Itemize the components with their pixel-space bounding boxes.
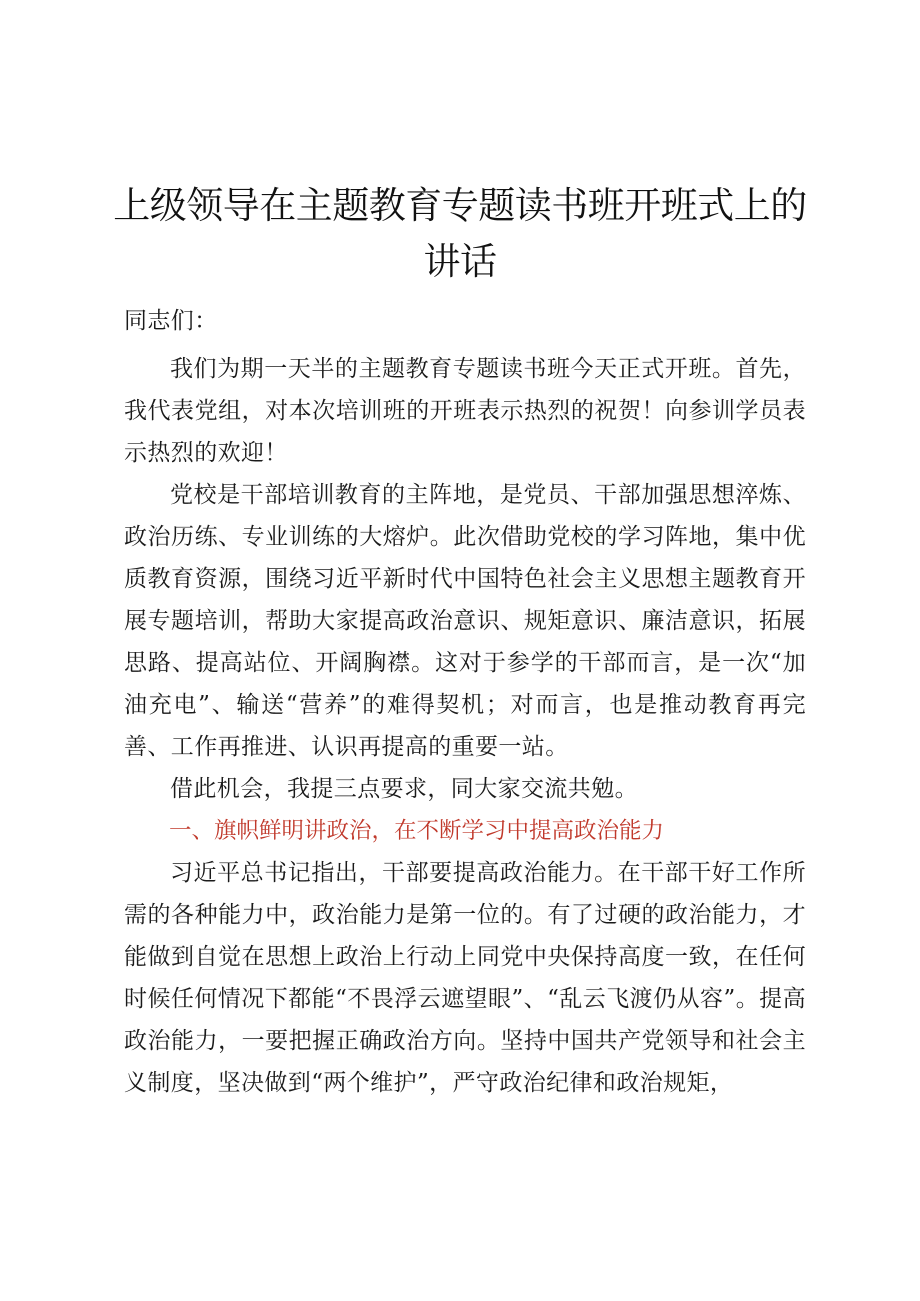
title-line-2: 讲话 bbox=[423, 240, 497, 283]
title-line-1: 上级领导在主题教育专题读书班开班式上的 bbox=[113, 184, 807, 227]
document-body bbox=[124, 300, 806, 1104]
paragraph-party-school: 党校是干部培训教育的主阵地，是党员、干部加强思想淬炼、政治历练、专业训练的大熔炉。此次借助党校的学习阵地，集中优质教育资源，围绕习近平新时代中国特色社会主义思想主题教育开展专题培训，帮助大家提高政治意识、规矩意识、廉洁意识，拓展思路、提高站位、开阔胸襟。这对于参学的干部而言，是一次“加油充电”、输送“营养”的难得契机；对而言，也是推动教育再完善、工作再推进、认识再提高的重要一站。 bbox=[124, 482, 806, 760]
document-title bbox=[100, 178, 820, 290]
salutation: 同志们： bbox=[124, 308, 218, 334]
section-paragraph-1: 习近平总书记指出，干部要提高政治能力。在干部干好工作所需的各种能力中，政治能力是第一位的。有了过硬的政治能力，才能做到自觉在思想上政治上行动上同党中央保持高度一致，在任何时候任何情况下都能“不畏浮云遮望眼”、“乱云飞渡仍从容”。提高政治能力，一要把握正确政治方向。坚持中国共产党领导和社会主义制度，坚决做到“两个维护”，严守政治纪律和政治规矩， bbox=[124, 860, 806, 1096]
paragraph-requirements-intro: 借此机会，我提三点要求，同大家交流共勉。 bbox=[170, 776, 638, 802]
section-heading-1: 一、旗帜鲜明讲政治，在不断学习中提高政治能力 bbox=[169, 818, 665, 844]
paragraph-opening: 我们为期一天半的主题教育专题读书班今天正式开班。首先，我代表党组，对本次培训班的开班表示热烈的祝贺！向参训学员表示热烈的欢迎！ bbox=[124, 356, 806, 466]
